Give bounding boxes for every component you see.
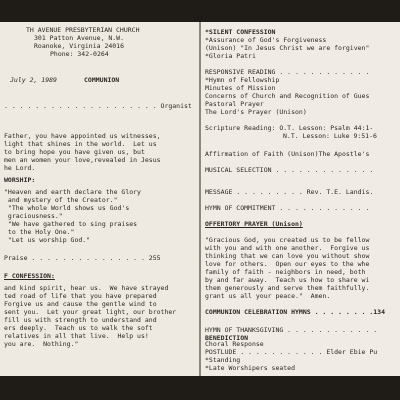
minutes-mission: Minutes of Mission xyxy=(205,84,276,92)
prayer-line: Father, you have appointed us witnesses, xyxy=(4,132,161,140)
silent-confession: *SILENT CONFESSION xyxy=(205,28,276,36)
concerns: Concerns of Church and Recognition of Gues xyxy=(205,92,370,100)
right-page xyxy=(201,22,400,376)
message: MESSAGE . . . . . . . . . Rev. T.E. Landis. xyxy=(205,188,374,196)
offertory-line: love for others. Open our eyes to the whe xyxy=(205,260,370,268)
prayer-line: light that shines in the world. Let us xyxy=(4,140,157,148)
confession-heading: F CONFESSION: xyxy=(4,272,55,280)
unison-forgiven: (Unison) "In Jesus Christ we are forgiven" xyxy=(205,44,370,52)
offertory-line: thinking that we can love you without show xyxy=(205,252,370,260)
church-city: Roanoke, Virginia 24016 xyxy=(34,42,125,50)
prayer-line: to bring hope you have given us, but xyxy=(4,148,145,156)
standing-note: *Standing xyxy=(205,356,241,364)
hymn-thanksgiving: HYMN OF THANKSGIVING . . . . . . . . . . . . xyxy=(205,326,378,334)
assurance: *Assurance of God's Forgiveness xyxy=(205,36,327,44)
confession-line: ted road of life that you have prepared xyxy=(4,292,157,300)
offertory-prayer: OFFERTORY PRAYER (Unison) xyxy=(205,220,303,228)
worship-line: to the Holy One." xyxy=(4,228,75,236)
left-page xyxy=(0,22,199,376)
offertory-line: grant us all your peace." Amen. xyxy=(205,292,331,300)
lords-prayer: The Lord's Prayer (Unison) xyxy=(205,108,307,116)
worship-line: "The whole World shows us God's xyxy=(4,204,130,212)
confession-line: you are. Nothing." xyxy=(4,340,79,348)
offertory-line: them generously and serve them faithfully. xyxy=(205,284,370,292)
responsive-reading: RESPONSIVE READING . . . . . . . . . . . . xyxy=(205,68,370,76)
late-worshipers-note: *Late Worshipers seated xyxy=(205,364,296,372)
church-address: 301 Patton Avenue, N.W. xyxy=(34,34,125,42)
worship-line: "Let us worship God." xyxy=(4,236,91,244)
postlude: POSTLUDE . . . . . . . . . . . Elder Ebie Pu xyxy=(205,348,378,356)
church-phone: Phone: 342-0264 xyxy=(50,50,109,58)
confession-line: Forgive us and cause the gentle wind to xyxy=(4,300,157,308)
hymn-fellowship: *Hymn of Fellowship xyxy=(205,76,280,84)
musical-selection: MUSICAL SELECTION . . . . . . . . . . . . . xyxy=(205,166,374,174)
service-date: July 2, 1989 xyxy=(10,76,57,84)
pastoral-prayer: Pastoral Prayer xyxy=(205,100,264,108)
closing-items xyxy=(205,340,377,372)
worship-heading: WORSHIP: xyxy=(4,176,36,184)
affirmation-faith: Affirmation of Faith (Unison)The Apostle's xyxy=(205,150,370,158)
scripture-reading: Scripture Reading: O.T. Lesson: Psalm 44:1- xyxy=(205,124,374,132)
offertory-line: by and far away. Teach us how to share wi xyxy=(205,276,370,284)
benediction: BENEDICTION xyxy=(205,334,249,342)
choral-response: Choral Response xyxy=(205,340,264,348)
hymn-commitment: HYMN OF COMMITMENT . . . . . . . . . . . . xyxy=(205,204,370,212)
confession-line: fill us with strength to understand and xyxy=(4,316,157,324)
confession-line: and kind spirit, hear us. We have strayed xyxy=(4,284,169,292)
church-name: TH AVENUE PRESBYTERIAN CHURCH xyxy=(26,26,140,34)
offertory-line: with you and with one another. Forgive us xyxy=(205,244,370,252)
organist-line: . . . . . . . . . . . . . . . . . . . . Organist xyxy=(4,102,192,110)
service-type: COMMUNION xyxy=(84,76,120,84)
worship-line: "Heaven and earth declare the Glory xyxy=(4,188,141,196)
praise-hymn: Praise . . . . . . . . . . . . . . . 255 xyxy=(4,254,161,262)
communion-hymns: COMMUNION CELEBRATION HYMNS . . . . . . . .134 xyxy=(205,308,386,316)
call-to-worship xyxy=(4,188,141,244)
worship-line: and mystery of the Creator." xyxy=(4,196,118,204)
offertory-line: family of faith - neighbors in need, both xyxy=(205,268,366,276)
offertory-line: "Gracious God, you created us to be fellow xyxy=(205,236,370,244)
confession-line: ers deeply. Teach us to walk the soft xyxy=(4,324,153,332)
worship-line: "We have gathered to sing praises xyxy=(4,220,138,228)
worship-line: graciousness." xyxy=(4,212,63,220)
confession-line: relatives in all that live. Help us! xyxy=(4,332,149,340)
confession-line: sent you. Let your great light, our brother xyxy=(4,308,177,316)
gloria-patri: *Gloria Patri xyxy=(205,52,256,60)
prayer-line: men an women your love,revealed in Jesus xyxy=(4,156,161,164)
nt-lesson: N.T. Lesson: Luke 9:51-6 xyxy=(283,132,377,140)
prayer-line: he Lord. xyxy=(4,164,36,172)
